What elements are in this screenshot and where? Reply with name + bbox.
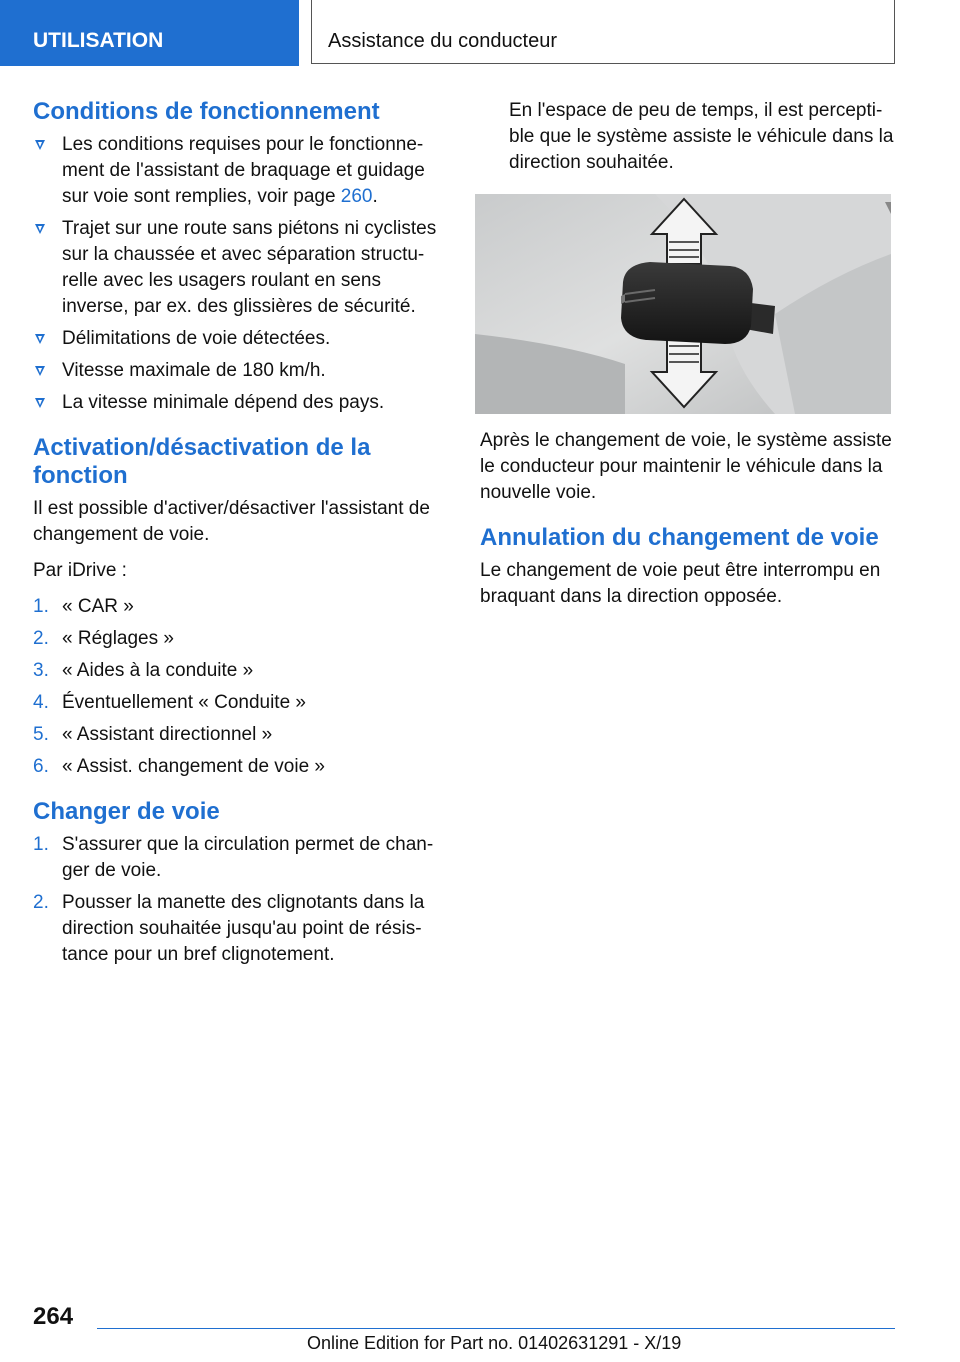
turn-signal-lever-illustration [475,194,891,414]
section-tab: UTILISATION [0,0,299,66]
activation-intro: Il est possible d'activer/désactiver l'assistant de changement de voie. [33,498,430,545]
list-item: Les conditions requises pour le fonctionnement de l'assistant de braquage et guidage sur voie sont remplies, voir page 260. [33,132,447,210]
heading-change-lane: Changer de voie [33,798,220,825]
bullet-triangle-icon [35,366,45,376]
list-item: 2. « Réglages » [33,628,174,649]
activation-steps [33,594,447,780]
bullet-triangle-icon [35,224,45,234]
bullet-triangle-icon [35,140,45,150]
heading-cancel: Annulation du changement de voie [480,524,879,551]
bullet-triangle-icon [35,398,45,408]
footer-edition: Online Edition for Part no. 01402631291 - X/19 [307,1333,682,1353]
change-steps [33,832,447,968]
heading-activation: Activation/désactivation de la fonction [33,434,371,489]
right-column [480,98,894,620]
list-item: La vitesse minimale dépend des pays. [33,390,447,416]
cancel-text: Le changement de voie peut être interrompu en braquant dans la direction opposée. [480,560,881,607]
page-number: 264 [33,1303,74,1330]
list-item: Délimitations de voie détectées. [33,326,447,352]
footer-divider [97,1328,895,1329]
list-item: 5. « Assistant directionnel » [33,724,273,745]
list-item: 6. « Assist. changement de voie » [33,756,325,777]
list-item: Trajet sur une route sans piétons ni cyclistes sur la chaussée et avec séparation structurelle avec les usagers roulant en sens inverse, par ex. des glissières de sécurité. [33,216,447,320]
conditions-list [33,132,447,416]
chapter-title: Assistance du conducteur [311,0,895,64]
list-item: 4. Éventuellement « Conduite » [33,692,306,713]
idrive-label: Par iDrive : [33,560,127,581]
list-item: 1. S'assurer que la circulation permet de changer de voie. [33,834,434,881]
list-item: 3. « Aides à la conduite » [33,660,254,681]
page-link-260[interactable]: 260 [340,186,373,207]
list-item: Vitesse maximale de 180 km/h. [33,358,447,384]
bullet-triangle-icon [35,334,45,344]
after-text: Après le changement de voie, le système assiste le conducteur pour maintenir le véhicule dans la nouvelle voie. [480,430,892,503]
heading-conditions: Conditions de fonctionnement [33,98,380,125]
left-column [33,98,447,978]
list-item: 1. « CAR » [33,596,134,617]
list-item: 2. Pousser la manette des clignotants dans la direction souhaitée jusqu'au point de résistance pour un bref clignotement. [33,892,425,965]
continued-text: En l'espace de peu de temps, il est perceptible que le système assiste le véhicule dans la direction souhaitée. [509,100,894,173]
